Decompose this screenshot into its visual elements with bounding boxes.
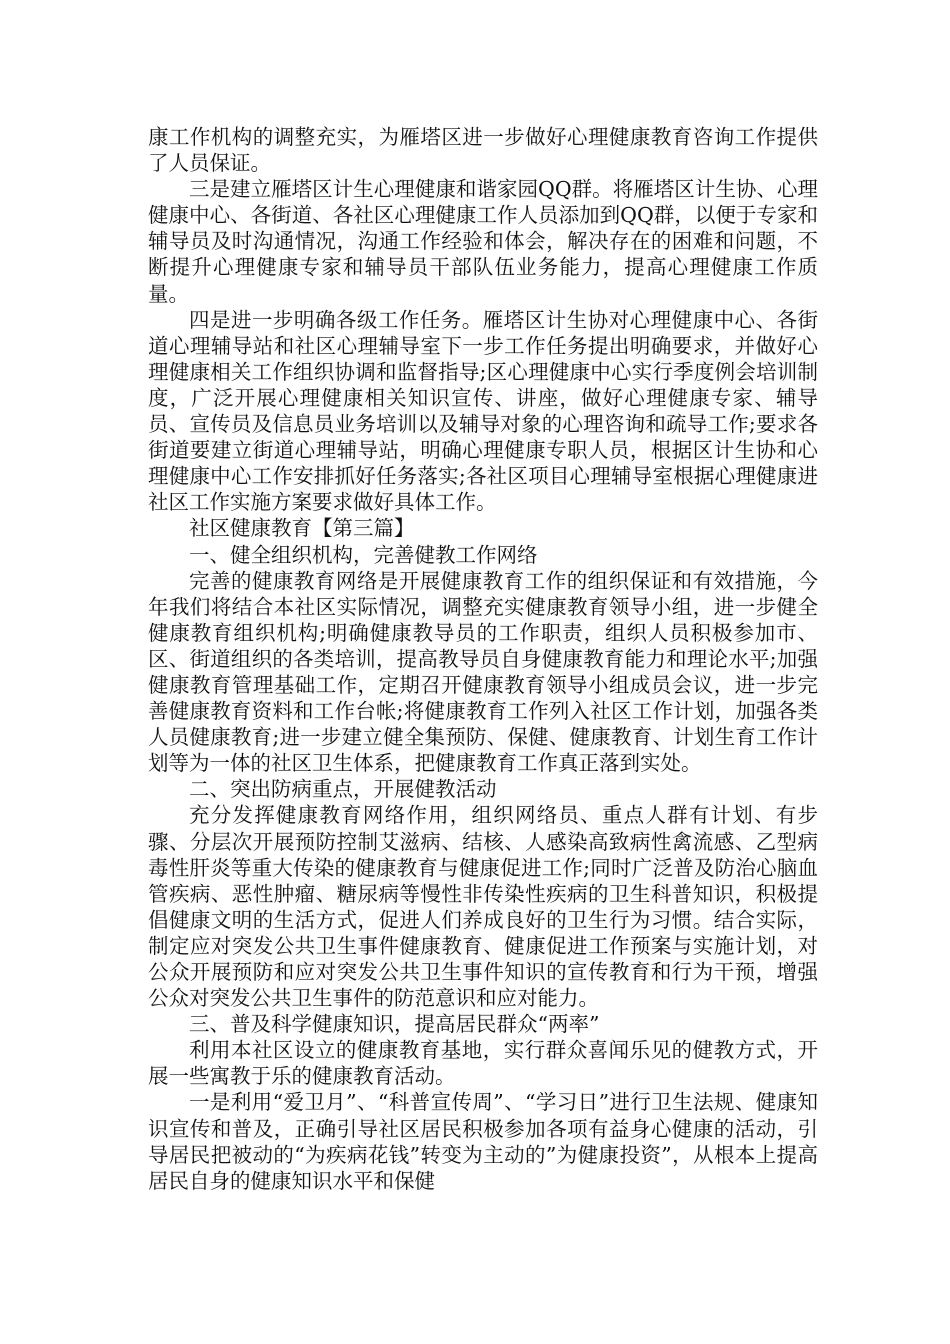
- paragraph-prevention: 充分发挥健康教育网络作用，组织网络员、重点人群有计划、有步骤、分层次开展预防控制艾滋病、结核、人感染高致病性禽流感、乙型病毒性肝炎等重大传染的健康教育与健康促进工作;同时广泛普及防治心脑血管疾病、恶性肿瘤、糖尿病等慢性非传染性疾病的卫生科普知识，积极提倡健康文明的生活方式，促进人们养成良好的卫生行为习惯。结合实际，制定应对突发公共卫生事件健康教育、健康促进工作预案与实施计划，对公众开展预防和应对突发公共卫生事件知识的宣传教育和行为干预，增强公众对突发公共卫生事件的防范意识和应对能力。: [148, 803, 818, 1011]
- paragraph-organization: 完善的健康教育网络是开展健康教育工作的组织保证和有效措施，今年我们将结合本社区实际情况，调整充实健康教育领导小组，进一步健全健康教育组织机构;明确健康教导员的工作职责，组织人员积极参加市、区、街道组织的各类培训，提高教导员自身健康教育能力和理论水平;加强健康教育管理基础工作，定期召开健康教育领导小组成员会议，进一步完善健康教育资料和工作台帐;将健康教育工作列入社区工作计划，加强各类人员健康教育;进一步建立健全集预防、保健、健康教育、计划生育工作计划等为一体的社区卫生体系，把健康教育工作真正落到实处。: [148, 568, 818, 776]
- heading-prevention: 二、突出防病重点，开展健教活动: [189, 777, 497, 802]
- heading-organization: 一、健全组织机构，完善健教工作网络: [189, 542, 538, 567]
- paragraph-work-tasks: 四是进一步明确各级工作任务。雁塔区计生协对心理健康中心、各街道心理辅导站和社区心理辅导室下一步工作任务提出明确要求，并做好心理健康相关工作组织协调和监督指导;区心理健康中心实行季度例会培训制度，广泛开展心理健康相关知识宣传、讲座，做好心理健康专家、辅导员、宣传员及信息员业务培训以及辅导对象的心理咨询和疏导工作;要求各街道要建立街道心理辅导站，明确心理健康专职人员，根据区计生协和心理健康中心工作安排抓好任务落实;各社区项目心理辅导室根据心理健康进社区工作实施方案要求做好具体工作。: [148, 307, 818, 515]
- paragraph-campaigns: 一是利用“爱卫月”、“科普宣传周”、“学习日”进行卫生法规、健康知识宣传和普及，正确引导社区居民积极参加各项有益身心健康的活动，引导居民把被动的“为疾病花钱”转变为主动的”为健康投资”，从根本上提高居民自身的健康知识水平和保健: [148, 1090, 818, 1193]
- heading-knowledge: 三、普及科学健康知识，提高居民群众“两率”: [189, 1012, 600, 1037]
- paragraph-qq-group: 三是建立雁塔区计生心理健康和谐家园QQ群。将雁塔区计生协、心理健康中心、各街道、各社区心理健康工作人员添加到QQ群，以便于专家和辅导员及时沟通情况，沟通工作经验和体会，解决存在的困难和问题，不断提升心理健康专家和辅导员干部队伍业务能力，提高心理健康工作质量。: [148, 177, 818, 306]
- section-title: 社区健康教育【第三篇】: [189, 516, 415, 541]
- paragraph-continuation: 康工作机构的调整充实，为雁塔区进一步做好心理健康教育咨询工作提供了人员保证。: [148, 125, 818, 176]
- paragraph-education-base: 利用本社区设立的健康教育基地，实行群众喜闻乐见的健教方式，开展一些寓教于乐的健康教育活动。: [148, 1038, 818, 1089]
- document-body: [148, 124, 818, 1194]
